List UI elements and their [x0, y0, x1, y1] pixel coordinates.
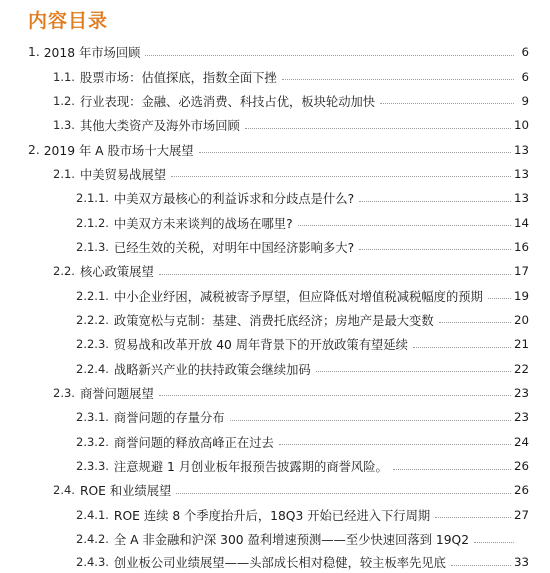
page-title: 内容目录 — [28, 10, 109, 32]
toc-entry-page: 22 — [513, 361, 529, 376]
toc-entry-page: 26 — [513, 459, 529, 474]
dot-leader — [298, 225, 511, 226]
dot-leader — [159, 395, 511, 396]
dot-leader — [282, 79, 514, 80]
toc-entry-page: 9 — [521, 93, 529, 108]
toc-entry-title: 2018 年市场回顾 — [43, 46, 141, 61]
toc-entry-number: 2.1.1. — [76, 191, 109, 206]
toc-entry[interactable] — [0, 235, 550, 259]
toc-entry-title: 贸易战和改革开放 40 周年背景下的开放政策有望延续 — [113, 338, 408, 353]
toc-entry-page: 17 — [513, 264, 529, 279]
toc-entry-title: 中美双方最核心的利益诉求和分歧点是什么? — [113, 192, 355, 207]
toc-entry-page: 24 — [513, 434, 529, 449]
toc-entry[interactable] — [0, 210, 550, 234]
toc-entry-number: 2.3.1. — [76, 410, 109, 425]
dot-leader — [279, 444, 511, 445]
toc-entry[interactable] — [0, 503, 550, 527]
toc-entry-number: 2.2.4. — [76, 361, 109, 376]
toc-entry-number: 2.1. — [53, 166, 75, 181]
toc-entry-title: 商誉问题展望 — [79, 386, 154, 401]
toc-entry-number: 2.2.2. — [76, 312, 109, 327]
toc-entry-number: 2.1.3. — [76, 239, 109, 254]
toc-entry-number: 2.2.1. — [76, 288, 109, 303]
toc-entry[interactable] — [0, 162, 550, 186]
toc-entry-number: 2.2.3. — [76, 337, 109, 352]
toc-entry-number: 2.2. — [53, 264, 75, 279]
toc-list — [0, 40, 550, 573]
toc-entry-title: 其他大类资产及海外市场回顾 — [79, 119, 240, 134]
dot-leader — [451, 565, 511, 566]
toc-entry-page: 10 — [513, 118, 529, 133]
toc-entry[interactable] — [0, 527, 550, 551]
toc-entry-page: 19 — [513, 288, 529, 303]
toc-entry-title: 中美贸易战展望 — [79, 167, 167, 182]
toc-entry[interactable] — [0, 332, 550, 356]
toc-entry-title: 中美双方未来谈判的战场在哪里? — [113, 216, 293, 231]
toc-entry[interactable] — [0, 356, 550, 380]
toc-entry[interactable] — [0, 551, 550, 573]
toc-entry-title: ROE 连续 8 个季度抬升后，18Q3 开始已经进入下行周期 — [113, 508, 431, 523]
toc-entry-title: 注意规避 1 月创业板年报预告披露期的商誉风险。 — [113, 460, 388, 475]
toc-entry[interactable] — [0, 186, 550, 210]
toc-entry-title: 2019 年 A 股市场十大展望 — [43, 143, 194, 158]
dot-leader — [159, 274, 511, 275]
toc-entry-page: 13 — [513, 142, 529, 157]
toc-entry-page: 23 — [513, 385, 529, 400]
dot-leader — [393, 469, 511, 470]
toc-entry-page: 27 — [513, 507, 529, 522]
toc-entry[interactable] — [0, 64, 550, 88]
dot-leader — [439, 322, 511, 323]
toc-entry-title: 创业板公司业绩展望——头部成长相对稳健，较主板率先见底 — [113, 556, 446, 571]
toc-entry-page: 16 — [513, 239, 529, 254]
dot-leader — [380, 103, 514, 104]
dot-leader — [245, 128, 511, 129]
dot-leader — [145, 55, 514, 56]
toc-entry-number: 1. — [28, 45, 40, 60]
toc-entry-title: ROE 和业绩展望 — [79, 484, 172, 499]
toc-entry[interactable] — [0, 454, 550, 478]
toc-entry-title: 全 A 非金融和沪深 300 盈利增速预测——至少快速回落到 19Q2 — [113, 533, 470, 548]
toc-entry[interactable] — [0, 89, 550, 113]
toc-entry-title: 行业表现：金融、必选消费、科技占优，板块轮动加快 — [79, 94, 376, 109]
toc-entry-title: 已经生效的关税，对明年中国经济影响多大? — [113, 240, 355, 255]
toc-entry-page: 23 — [513, 410, 529, 425]
toc-entry-page: 33 — [513, 555, 529, 570]
dot-leader — [171, 176, 511, 177]
dot-leader — [199, 152, 511, 153]
toc-entry-number: 2.4.1. — [76, 507, 109, 522]
toc-entry[interactable] — [0, 430, 550, 454]
toc-entry-page: 6 — [521, 45, 529, 60]
toc-entry-page: 13 — [513, 166, 529, 181]
dot-leader — [176, 493, 511, 494]
dot-leader — [316, 371, 511, 372]
toc-entry-number: 2.3.2. — [76, 434, 109, 449]
toc-entry[interactable] — [0, 283, 550, 307]
toc-entry-number: 2.1.2. — [76, 215, 109, 230]
toc-entry[interactable] — [0, 259, 550, 283]
toc-entry[interactable] — [0, 308, 550, 332]
toc-entry[interactable] — [0, 40, 550, 64]
toc-entry-number: 1.3. — [53, 118, 75, 133]
toc-entry-number: 2.4.3. — [76, 555, 109, 570]
dot-leader — [230, 420, 511, 421]
toc-entry-number: 2. — [28, 142, 40, 157]
toc-entry-number: 2.4. — [53, 483, 75, 498]
toc-entry-page: 26 — [513, 483, 529, 498]
toc-entry-number: 2.4.2. — [76, 532, 109, 547]
dot-leader — [488, 298, 511, 299]
dot-leader — [413, 347, 511, 348]
toc-entry[interactable] — [0, 137, 550, 161]
toc-entry-title: 商誉问题的存量分布 — [113, 411, 225, 426]
toc-entry-title: 战略新兴产业的扶持政策会继续加码 — [113, 362, 311, 377]
toc-entry-number: 1.2. — [53, 93, 75, 108]
dot-leader — [359, 201, 511, 202]
toc-entry-page: 14 — [513, 215, 529, 230]
toc-entry-number: 1.1. — [53, 69, 75, 84]
toc-entry-page: 21 — [513, 337, 529, 352]
toc-entry[interactable] — [0, 405, 550, 429]
dot-leader — [359, 249, 511, 250]
dot-leader — [435, 517, 511, 518]
toc-entry-title: 核心政策展望 — [79, 265, 154, 280]
toc-entry-number: 2.3. — [53, 385, 75, 400]
toc-entry-page: 20 — [513, 312, 529, 327]
toc-entry-title: 商誉问题的释放高峰正在过去 — [113, 435, 274, 450]
toc-entry-title: 股票市场：估值探底，指数全面下挫 — [79, 70, 277, 85]
toc-entry-title: 政策宽松与克制：基建、消费托底经济；房地产是最大变数 — [113, 313, 434, 328]
toc-entry[interactable] — [0, 381, 550, 405]
toc-entry[interactable] — [0, 113, 550, 137]
toc-entry-number: 2.3.3. — [76, 459, 109, 474]
toc-entry-page: 6 — [521, 69, 529, 84]
toc-entry-page: 13 — [513, 191, 529, 206]
toc-entry-title: 中小企业纾困，减税被寄予厚望，但应降低对增值税减税幅度的预期 — [113, 289, 483, 304]
toc-entry[interactable] — [0, 478, 550, 502]
